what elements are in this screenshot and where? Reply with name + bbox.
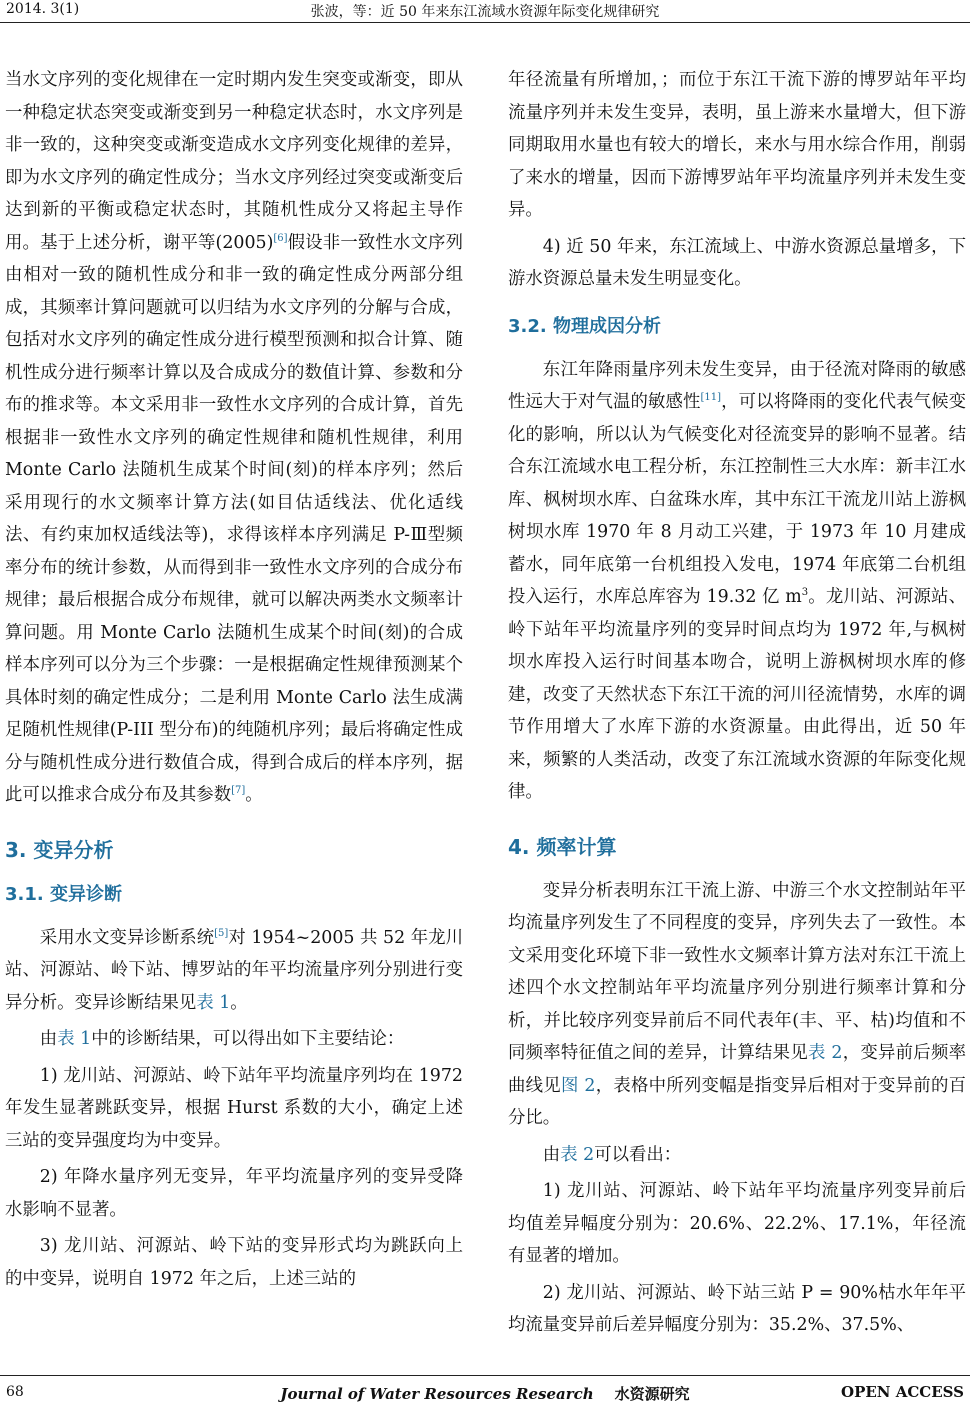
right-column: [508, 64, 966, 1346]
superscript: 3: [801, 587, 809, 599]
left-column: [5, 64, 463, 1299]
figure-link[interactable]: 图 2: [560, 1075, 596, 1096]
open-access-label: OPEN ACCESS: [841, 1383, 964, 1401]
table-link[interactable]: 表 1: [57, 1029, 92, 1049]
paragraph: 当水文序列的变化规律在一定时期内发生突变或渐变，即从一种稳定状态突变或渐变到另一种稳定状态时，水文序列是非一致的，这种突变或渐变造成水文序列变化规律的差异，即为水文序列的确定性成分；当水文序列经过突变或渐变后达到新的平衡或稳定状态时，其随机性成分又将起主导作用。基于上述分析，谢平等(2005)[6]假设非一致性水文序列由相对一致的随机性成分和非一致的确定性成分两部分组成，其频率计算问题就可以归结为水文序列的分解与合成，包括对水文序列的确定性成分进行模型预测和拟合计算、随机性成分进行频率计算以及合成成分的数值计算、参数和分布的推求等。本文采用非一致性水文序列的合成计算，首先根据非一致性水文序列的确定性规律和随机性规律，利用 Monte Carlo 法随机生成某个时间(刻)的样本序列；然后采用现行的水文频率计算方法(如目估适线法、优化适线法、有约束加权适线法等)，求得该样本序列满足 P-Ⅲ型频率分布的统计参数，从而得到非一致性水文序列的合成分布规律；最后根据合成分布规律，就可以解决两类水文频率计算问题。用 Monte Carlo 法随机生成某个时间(刻)的合成样本序列可以分为三个步骤：一是根据确定性规律预测某个具体时刻的确定性成分；二是利用 Monte Carlo 法生成满足随机性规律(P-III 型分布)的纯随机序列；最后将确定性成分与随机性成分进行数值合成，得到合成后的样本序列，据此可以推求合成分布及其参数[7]。: [5, 70, 463, 805]
page-number: 68: [6, 1384, 24, 1400]
paragraph: 由表 2可以看出：: [542, 1144, 682, 1165]
running-title: 张波，等：近 50 年来东江流域水资源年际变化规律研究: [310, 4, 660, 20]
paragraph: 由表 1中的诊断结果，可以得出如下主要结论：: [39, 1029, 405, 1049]
citation[interactable]: [11]: [700, 392, 722, 404]
section-heading: 4. 频率计算: [508, 834, 617, 859]
page-footer: [0, 1375, 970, 1410]
paragraph: 变异分析表明东江干流上游、中游三个水文控制站年平均流量序列发生了不同程度的变异，序列失去了一致性。本文采用变化环境下非一致性水文频率计算方法对东江干流上述四个水文控制站年平均流量序列分别进行频率计算和分析，并比较序列变异前后不同代表年(丰、平、枯)均值和不同频率特征值之间的差异，计算结果见表 2，变异前后频率曲线见图 2，表格中所列变幅是指变异后相对于变异前的百分比。: [508, 880, 966, 1128]
paragraph: 东江年降雨量序列未发生变异，由于径流对降雨的敏感性远大于对气温的敏感性[11]，可以将降雨的变化代表气候变化的影响，所以认为气候变化对径流变异的影响不显著。结合东江流域水电工程分析，东江控制性三大水库：新丰江水库、枫树坝水库、白盆珠水库，其中东江干流龙川站上游枫树坝水库 1970 年 8 月动工兴建，于 1973 年 10 月建成蓄水，同年底第一台机组投入发电，1974 年底第二台机组投入运行，水库总库容为 19.32 亿 $m^3$。龙川站、河源站、岭下站年平均流量序列的变异时间点均为 1972 年,与枫树坝水库投入运行时间基本吻合，说明上游枫树坝水库的修建，改变了天然状态下东江干流的河川径流情势，水库的调节作用增大了水库下游的水资源量。由此得出，近 50 年来，频繁的人类活动，改变了东江流域水资源的年际变化规律。: [508, 359, 966, 802]
section-heading: 3. 变异分析: [5, 837, 114, 862]
journal-name: Journal of Water Resources Research 水资源研究: [280, 1385, 690, 1403]
paragraph: 采用水文变异诊断系统[5]对 1954~2005 共 52 年龙川站、河源站、岭下站、博罗站的年平均流量序列分别进行变异分析。变异诊断结果见表 1。: [5, 927, 463, 1013]
table-link[interactable]: 表 2: [560, 1144, 595, 1165]
subsection-heading: 3.1. 变异诊断: [5, 883, 122, 905]
paragraph: 2) 年降水量序列无变异，年平均流量序列的变异受降水影响不显著。: [5, 1167, 463, 1220]
citation[interactable]: [7]: [231, 785, 246, 797]
citation[interactable]: [6]: [273, 232, 288, 244]
citation[interactable]: [5]: [214, 927, 229, 939]
paragraph: 1) 龙川站、河源站、岭下站年平均流量序列均在 1972 年发生显著跳跃变异，根据 Hurst 系数的大小，确定上述三站的变异强度均为中变异。: [5, 1065, 463, 1151]
paragraph: 4) 近 50 年来，东江流域上、中游水资源总量增多，下游水资源总量未发生明显变化。: [508, 236, 966, 289]
paragraph: 2) 龙川站、河源站、岭下站三站 P = 90%枯水年年平均流量变异前后差异幅度分别为：35.2%、37.5%、: [508, 1282, 966, 1335]
subsection-heading: 3.2. 物理成因分析: [508, 315, 661, 337]
issue-number: 2014. 3(1): [6, 1, 80, 17]
paragraph: 1) 龙川站、河源站、岭下站年平均流量序列变异前后均值差异幅度分别为：20.6%、22.2%、17.1%，年径流有显著的增加。: [508, 1181, 966, 1266]
paragraph: 年径流量有所增加，；而位于东江干流下游的博罗站年平均流量序列并未发生变异，表明，虽上游来水量增大，但下游同期取用水量也有较大的增长，来水与用水综合作用，削弱了来水的增量，因而下游博罗站年平均流量序列并未发生变异。: [508, 70, 966, 220]
table-link[interactable]: 表 1: [196, 992, 231, 1013]
table-link[interactable]: 表 2: [807, 1043, 843, 1063]
paragraph: 3) 龙川站、河源站、岭下站的变异形式均为跳跃向上的中变异，说明自 1972 年之后，上述三站的: [5, 1236, 463, 1289]
running-header: [0, 0, 970, 23]
